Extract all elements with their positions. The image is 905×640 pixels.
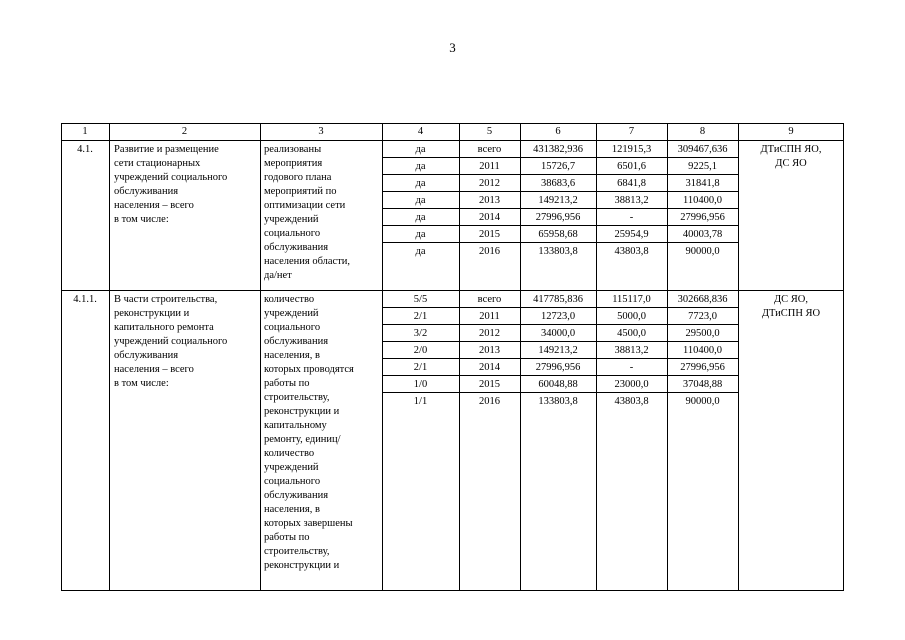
header-col-9: 9	[788, 126, 794, 137]
total-values: 417785,836 12723,0 34000,0 149213,2 27996,956 60048,88 133803,8	[533, 294, 583, 407]
header-col-4: 4	[417, 126, 424, 137]
section-code: 4.1.	[77, 144, 93, 155]
section-indicator: реализованы мероприятия годового плана мероприятий по оптимизации сети учреждений социального обслуживания населения области, да/нет	[264, 144, 351, 281]
header-col-7: 7	[628, 126, 635, 137]
section-name: В части строительства, реконструкции и капитального ремонта учреждений социального обслуживания населения – всего в том числе:	[114, 294, 228, 389]
executors: ДС ЯО, ДТиСПН ЯО	[761, 294, 821, 319]
col8-values: 309467,636 9225,1 31841,8 110400,0 27996,956 40003,78 90000,0	[677, 144, 728, 257]
section-indicator: количество учреждений социального обслуживания населения, в которых проводятся работы по строительству, реконструкции и капитальному ремонту, единиц/ количество учреждений социального обслуживания населения, в которых завершены работы по строительству, реконструкции и	[264, 294, 354, 571]
page-number: 3	[449, 40, 456, 55]
indicator-values: да да да да да да да	[415, 144, 426, 257]
section-name: Развитие и размещение сети стационарных учреждений социального обслуживания населения – всего в том числе:	[114, 144, 228, 225]
years: всего 2011 2012 2013 2014 2015 2016	[477, 294, 502, 407]
executors: ДТиСПН ЯО, ДС ЯО	[760, 144, 822, 169]
header-col-2: 2	[181, 126, 188, 137]
years: всего 2011 2012 2013 2014 2015 2016	[477, 144, 502, 257]
total-values: 431382,936 15726,7 38683,6 149213,2 27996,956 65958,68 133803,8	[533, 144, 583, 257]
header-col-3: 3	[318, 126, 324, 137]
data-table	[61, 123, 844, 591]
header-col-8: 8	[699, 126, 706, 137]
section-code: 4.1.1.	[73, 294, 97, 305]
header-col-6: 6	[555, 126, 561, 137]
header-col-1: 1	[82, 126, 88, 137]
header-col-5: 5	[486, 126, 493, 137]
indicator-values: 5/5 2/1 3/2 2/0 2/1 1/0 1/1	[413, 294, 428, 407]
col8-values: 302668,836 7723,0 29500,0 110400,0 27996,956 37048,88 90000,0	[677, 294, 728, 407]
col7-values: 121915,3 6501,6 6841,8 38813,2 - 25954,9 43803,8	[611, 144, 652, 257]
col7-values: 115117,0 5000,0 4500,0 38813,2 - 23000,0 43803,8	[612, 294, 651, 407]
